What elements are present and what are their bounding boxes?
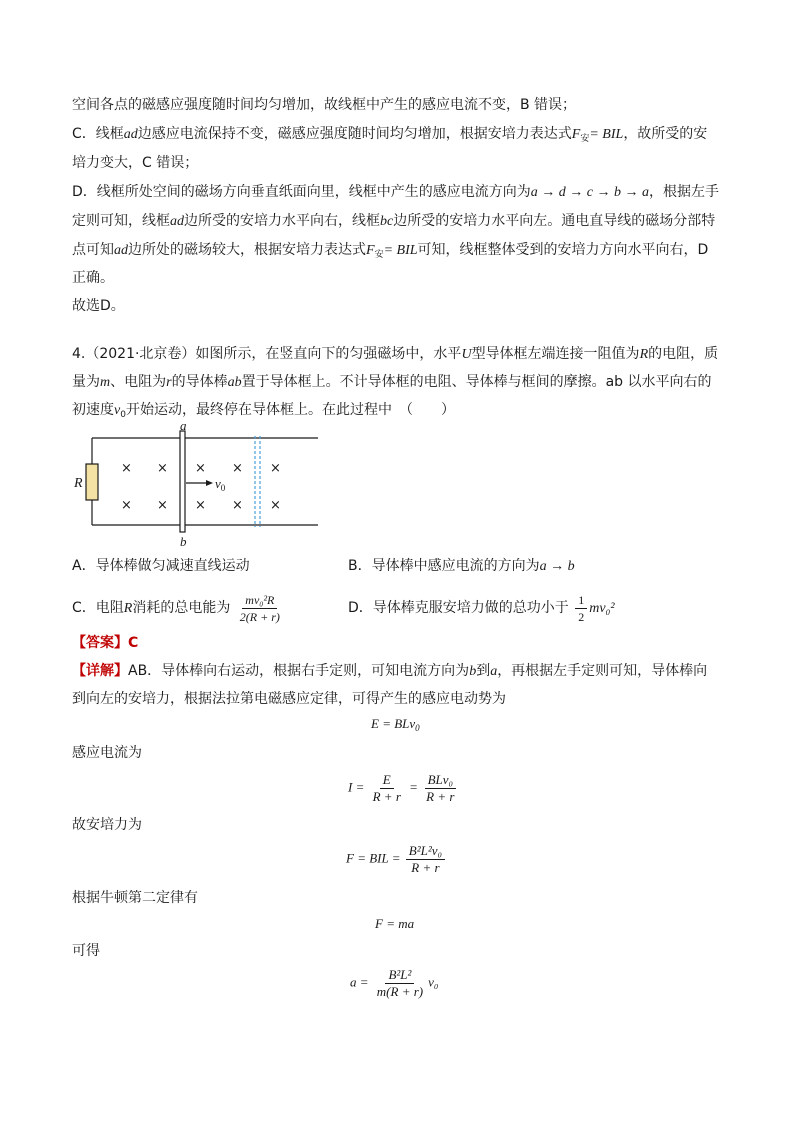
option-d: D．导体棒克服安培力做的总功小于 $\frac{1}{2}$ mv₀² xyxy=(348,592,615,624)
field-cross: × xyxy=(232,498,243,513)
field-cross: × xyxy=(270,498,281,513)
prev-line-6: 点可知ad边所处的磁场较大，根据安培力表达式$F_安=$ BIL可知，线框整体受到的安培力方向水平向右，D xyxy=(72,242,709,260)
circuit-diagram xyxy=(70,420,330,555)
field-cross: × xyxy=(195,461,206,476)
text-newton-law: 根据牛顿第二定律有 xyxy=(72,890,198,906)
detail-line-2: 到向左的安培力，根据法拉第电磁感应定律，可得产生的感应电动势为 xyxy=(72,691,506,707)
rod-label-b: b xyxy=(180,534,187,549)
detail-line-1: 【详解】AB．导体棒向右运动，根据右手定则，可知电流方向为b到a，再根据左手定则可知，导体棒向 xyxy=(72,663,708,679)
equation-acceleration: a = $\frac{\text{B²L²}}{m(R + r)}$ v₀ xyxy=(350,967,439,999)
field-cross: × xyxy=(232,461,243,476)
prev-line-8: 故选D。 xyxy=(72,298,125,314)
field-cross: × xyxy=(121,498,132,513)
field-cross: × xyxy=(195,498,206,513)
prev-line-option-c: C．线框ad边感应电流保持不变，磁感应强度随时间均匀增加，根据安培力表达式$F_安=$ BIL，故所受的安 xyxy=(72,126,708,144)
equation-force: F = BIL = $\frac{\text{B²L²v₀}}{R + r}$ xyxy=(346,843,447,876)
option-c: C．电阻R消耗的总电能为 $\frac{\text{mv₀²R}}{2(R + r)}$ xyxy=(72,592,280,624)
field-cross: × xyxy=(157,461,168,476)
question-4-line-1: 4.（2021·北京卷）如图所示，在竖直向下的匀强磁场中，水平U型导体框左端连接一阻值为R的电阻，质 xyxy=(72,346,719,362)
prev-line-3: 培力变大，C 错误； xyxy=(72,155,199,171)
prev-line-5: 定则可知，线框ad边所受的安培力水平向右，线框bc边所受的安培力水平向左。通电直导线的磁场分部特 xyxy=(72,213,716,229)
velocity-arrowhead xyxy=(206,480,213,486)
answer-label: 【答案】C xyxy=(72,635,139,651)
resistor-label: R xyxy=(74,476,83,491)
conductor-rod xyxy=(180,431,185,532)
field-cross: × xyxy=(157,498,168,513)
field-cross: × xyxy=(121,461,132,476)
prev-line-option-d: D．线框所处空间的磁场方向垂直纸面向里，线框中产生的感应电流方向为a → d → c → b → a，根据左手 xyxy=(72,184,719,200)
velocity-label: $v_0$ xyxy=(215,476,226,493)
equation-newton: F = ma xyxy=(375,916,415,931)
option-a: A．导体棒做匀减速直线运动 xyxy=(72,558,250,574)
prev-line-7: 正确。 xyxy=(72,270,114,286)
option-b: B．导体棒中感应电流的方向为a → b xyxy=(348,558,575,574)
resistor xyxy=(86,464,98,500)
equation-current: I = $\frac{E}{R + r}$ = $\frac{\text{BLv₀}}{R + r}$ xyxy=(348,772,455,804)
text-therefore: 可得 xyxy=(72,943,100,959)
rod-label-a: a xyxy=(180,420,187,433)
prev-line-1: 空间各点的磁感应强度随时间均匀增加，故线框中产生的感应电流不变，B 错误； xyxy=(72,97,577,113)
question-4-line-3: 初速度$v_0$开始运动，最终停在导体框上。在此过程中 （ ） xyxy=(72,402,455,420)
question-4-line-2: 量为m、电阻为r的导体棒ab置于导体框上。不计导体框的电阻、导体棒与框间的摩擦。ab 以水平向右的 xyxy=(72,374,712,390)
field-cross: × xyxy=(270,461,281,476)
equation-emf: E = BLv$_0$ xyxy=(371,716,420,733)
text-ampere-force: 故安培力为 xyxy=(72,817,142,833)
text-induced-current: 感应电流为 xyxy=(72,745,142,761)
